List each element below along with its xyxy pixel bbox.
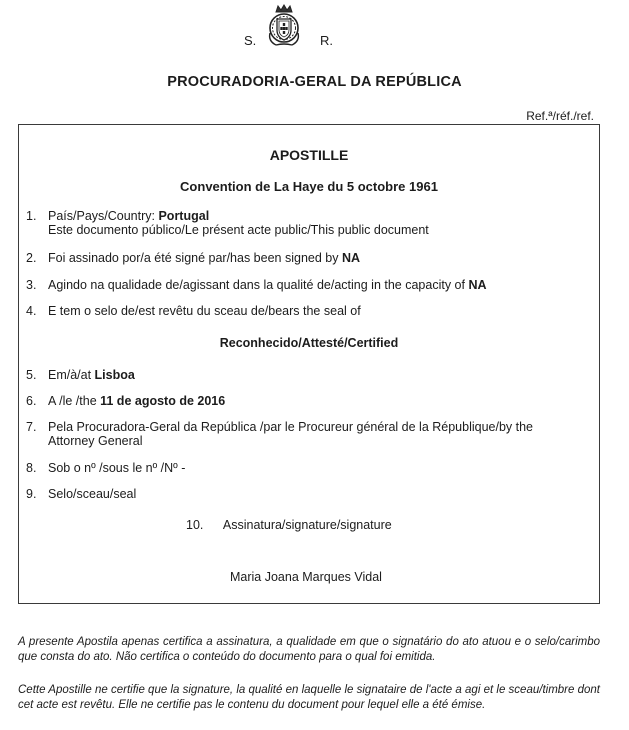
footer-note-fr: Cette Apostille ne certifie que la signature, la qualité en laquelle le signataire de l'acte a agi et le sceau/timbre dont cet acte est revêtu. Elle ne certifie pas le contenu du document pour lequel elle a été émise. <box>18 684 600 711</box>
item-number: 1. <box>26 209 37 223</box>
country-label: País/Pays/Country: <box>48 209 159 223</box>
capacity-value: NA <box>468 278 487 292</box>
signatory-name: Maria Joana Marques Vidal <box>230 570 382 584</box>
coat-of-arms-icon <box>262 3 306 47</box>
capacity-label: Agindo na qualidade de/agissant dans la qualité de/acting in the capacity of <box>48 278 469 292</box>
item-number: 3. <box>26 278 37 292</box>
item-number: 5. <box>26 368 37 382</box>
item-number: 9. <box>26 487 37 501</box>
seal-of-label: E tem o selo de/est revêtu du sceau de/bears the seal of <box>48 304 361 318</box>
seal-label: Selo/sceau/seal <box>48 487 137 501</box>
institution-title: PROCURADORIA-GERAL DA REPÚBLICA <box>167 74 462 90</box>
date-label: A /le /the <box>48 394 101 408</box>
right-initial: R. <box>320 33 333 48</box>
date-value: 11 de agosto de 2016 <box>100 394 226 408</box>
apostille-frame <box>18 124 600 604</box>
place-value: Lisboa <box>94 368 135 382</box>
item-number: 8. <box>26 461 37 475</box>
signature-label: Assinatura/signature/signature <box>222 518 392 532</box>
reference-label: Ref.ª/réf./ref. <box>526 109 594 123</box>
place-label: Em/à/at <box>48 368 95 382</box>
item-number: 4. <box>26 304 37 318</box>
apostille-title: APOSTILLE <box>269 147 349 163</box>
item-number: 2. <box>26 251 37 265</box>
issued-by-line: Pela Procuradora-Geral da República /par le Procureur général de la République/by the <box>48 420 534 434</box>
item-number: 7. <box>26 420 37 434</box>
issued-by-line-2: Attorney General <box>48 434 143 448</box>
item-number: 6. <box>26 394 37 408</box>
number-label: Sob o nº /sous le nº /Nº - <box>48 461 186 475</box>
item-10 <box>186 518 392 532</box>
footer-note-pt: A presente Apostila apenas certifica a assinatura, a qualidade em que o signatário do ato atuou e o selo/carimbo que consta do ato. Não certifica o conteúdo do documento para o qual foi emitida. <box>18 636 600 663</box>
item-number: 10. <box>186 518 204 532</box>
left-initial: S. <box>244 33 257 48</box>
convention-subtitle: Convention de La Haye du 5 octobre 1961 <box>180 179 438 194</box>
country-value: Portugal <box>158 209 210 223</box>
certified-heading: Reconhecido/Attesté/Certified <box>219 336 399 350</box>
signed-by-label: Foi assinado por/a été signé par/has been signed by <box>48 251 342 265</box>
signed-by-value: NA <box>341 251 361 265</box>
public-document-line: Este documento público/Le présent acte public/This public document <box>48 223 429 237</box>
